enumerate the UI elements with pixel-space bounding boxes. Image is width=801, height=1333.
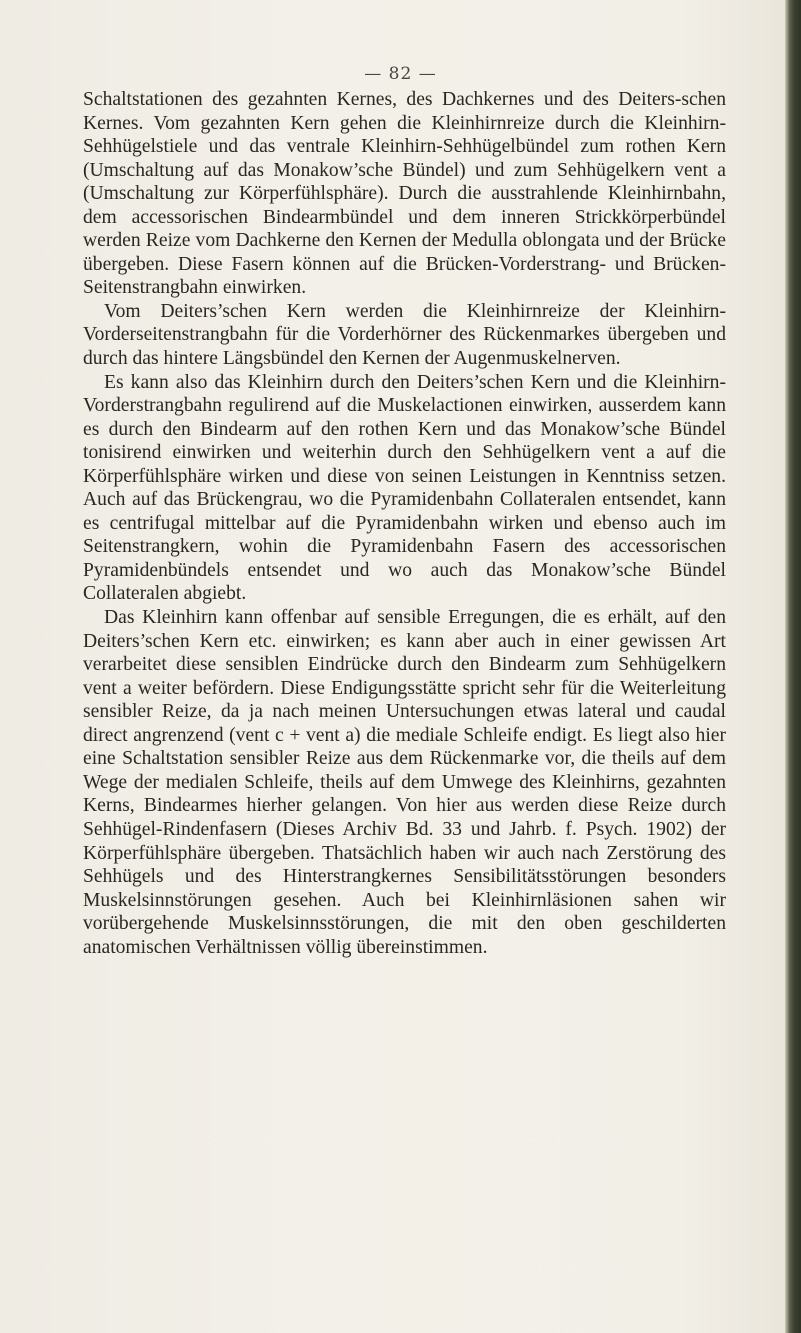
paragraph-1: Schaltstationen des gezahnten Kernes, des Dachkernes und des Deiters-schen Kernes. Vom gezahnten Kern gehen die Kleinhirnreize durch die Kleinhirn-Sehhügelstiele und das ventrale Kleinhirn-Sehhügelbündel zum rothen Kern (Umschaltung auf das Monakow’sche Bündel) und zum Sehhügelkern vent a (Umschaltung zur Körperfühlsphäre). Durch die ausstrahlende Kleinhirnbahn, dem accessorischen Bindearmbündel und dem inneren Strickkörperbündel werden Reize vom Dachkerne den Kernen der Medulla oblongata und der Brücke übergeben. Diese Fasern können auf die Brücken-Vorderstrang- und Brücken-Seitenstrangbahn einwirken. [83,89,726,299]
body-text [83,88,726,959]
page-number: — 82 — [364,64,437,84]
paragraph-2: Vom Deiters’schen Kern werden die Kleinhirnreize der Kleinhirn-Vorderseitenstrangbahn für die Vorderhörner des Rückenmarkes übergeben und durch das hintere Längsbündel den Kernen der Augenmuskelnerven. [83,300,726,370]
book-edge [785,0,801,1333]
paragraph-3: Es kann also das Kleinhirn durch den Deiters’schen Kern und die Kleinhirn-Vorderstrangbahn regulirend auf die Muskelactionen einwirken, ausserdem kann es durch den Bindearm auf den rothen Kern und das Monakow’sche Bündel tonisirend einwirken und weiterhin durch den Sehhügelkern vent a auf die Körperfühlsphäre wirken und diese von seinen Leistungen in Kenntniss setzen. Auch auf das Brückengrau, wo die Pyramidenbahn Collateralen entsendet, kann es centrifugal mittelbar auf die Pyramidenbahn wirken und ebenso auch im Seitenstrangkern, wohin die Pyramidenbahn Fasern des accessorischen Pyramidenbündels entsendet und wo auch das Monakow’sche Bündel Collateralen abgiebt. [83,371,726,605]
paragraph-4: Das Kleinhirn kann offenbar auf sensible Erregungen, die es erhält, auf den Deiters’schen Kern etc. einwirken; es kann aber auch in einer gewissen Art verarbeitet diese sensiblen Eindrücke durch den Bindearm zum Sehhügelkern vent a weiter befördern. Diese Endigungsstätte spricht sehr für die Weiterleitung sensibler Reize, da ja nach meinen Untersuchungen etwas lateral und caudal direct angrenzend (vent c + vent a) die mediale Schleife endigt. Es liegt also hier eine Schaltstation sensibler Reize aus dem Rückenmarke vor, die theils auf dem Wege der medialen Schleife, theils auf dem Umwege des Kleinhirns, gezahnten Kerns, Bindearmes hierher gelangen. Von hier aus werden diese Reize durch Sehhügel-Rindenfasern (Dieses Archiv Bd. 33 und Jahrb. f. Psych. 1902) der Körperfühlsphäre übergeben. Thatsächlich haben wir auch nach Zerstörung des Sehhügels und des Hinterstrangkernes Sensibilitätsstörungen besonders Muskelsinnstörungen gesehen. Auch bei Kleinhirnläsionen sahen wir vorübergehende Muskelsinnsstörungen, die mit den oben geschilderten anatomischen Verhältnissen völlig übereinstimmen. [83,607,726,958]
